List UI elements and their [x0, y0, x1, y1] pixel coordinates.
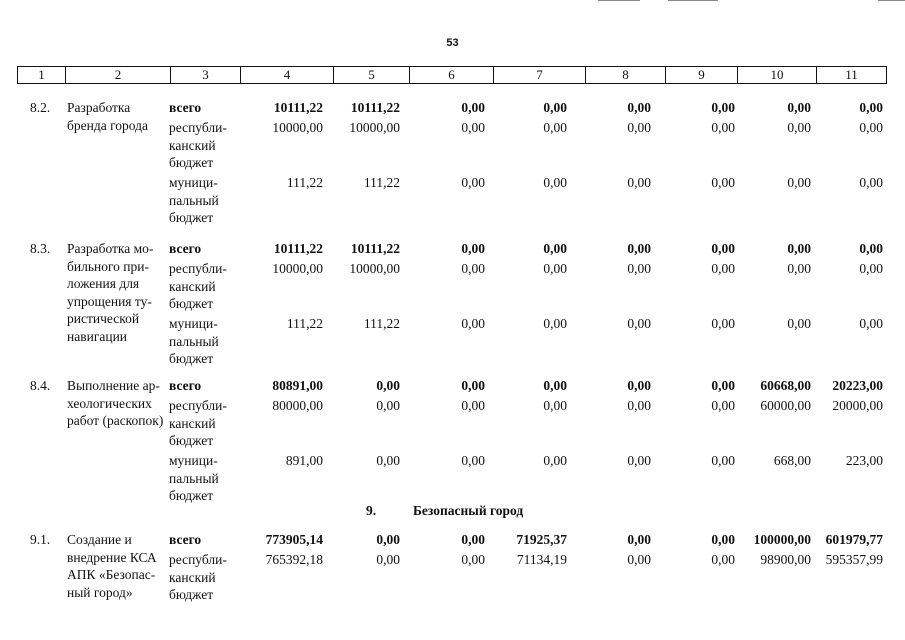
column-header-row [17, 66, 887, 84]
column-header-11: 11 [817, 67, 887, 84]
cell-value: 0,00 [859, 261, 883, 276]
row-name: ристической [67, 311, 140, 326]
cell-value: 0,00 [543, 316, 567, 331]
cell-value: 10000,00 [272, 120, 323, 135]
scan-artifact-line [598, 0, 640, 1]
cell-value: 0,00 [627, 261, 651, 276]
funding-source-label: республи- [169, 552, 227, 567]
cell-value: 60668,00 [760, 378, 811, 393]
funding-source-label: муници- [169, 316, 218, 331]
funding-source-label: республи- [169, 261, 227, 276]
cell-value: 0,00 [711, 378, 735, 393]
cell-value: 80000,00 [272, 398, 323, 413]
cell-value: 0,00 [461, 261, 485, 276]
cell-value: 0,00 [711, 552, 735, 567]
funding-source-label: муници- [169, 453, 218, 468]
cell-value: 601979,77 [825, 532, 883, 547]
column-header-4: 4 [241, 67, 334, 84]
cell-value: 0,00 [711, 316, 735, 331]
funding-source-label: муници- [169, 175, 218, 190]
funding-source-label: всего [169, 241, 202, 256]
cell-value: 0,00 [461, 398, 485, 413]
cell-value: 10111,22 [350, 100, 400, 115]
cell-value: 111,22 [286, 175, 323, 190]
funding-source-label: всего [169, 378, 202, 393]
cell-value: 0,00 [627, 175, 651, 190]
cell-value: 0,00 [859, 120, 883, 135]
cell-value: 765392,18 [265, 552, 323, 567]
cell-value: 0,00 [376, 453, 400, 468]
scan-artifact-line [668, 0, 718, 1]
funding-source-label: канский [169, 415, 216, 431]
page-number: 53 [446, 37, 459, 49]
funding-source-label: бюджет [169, 351, 214, 366]
cell-value: 223,00 [845, 453, 883, 468]
cell-value: 0,00 [461, 552, 485, 567]
funding-source-label: всего [169, 532, 202, 547]
cell-value: 668,00 [773, 453, 811, 468]
row-number: 8.2. [30, 100, 51, 115]
cell-value: 0,00 [543, 261, 567, 276]
cell-value: 0,00 [627, 241, 651, 256]
cell-value: 0,00 [627, 532, 651, 547]
cell-value: 0,00 [711, 241, 735, 256]
cell-value: 0,00 [461, 241, 485, 256]
cell-value: 0,00 [787, 261, 811, 276]
row-number: 9.1. [30, 532, 51, 547]
column-header-6: 6 [410, 67, 494, 84]
cell-value: 100000,00 [753, 532, 811, 547]
funding-source-label: бюджет [169, 587, 214, 602]
row-name: ный город» [67, 584, 133, 600]
cell-value: 0,00 [627, 120, 651, 135]
cell-value: 0,00 [543, 453, 567, 468]
funding-source-label: канский [169, 278, 216, 294]
section-title: Безопасный город [413, 503, 524, 518]
cell-value: 0,00 [859, 316, 883, 331]
cell-value: 0,00 [711, 532, 735, 547]
cell-value: 98900,00 [760, 552, 811, 567]
cell-value: 0,00 [859, 241, 883, 256]
funding-source-label: бюджет [169, 155, 214, 170]
cell-value: 0,00 [376, 532, 400, 547]
row-name: бренда города [67, 117, 148, 133]
cell-value: 0,00 [711, 398, 735, 413]
cell-value: 0,00 [543, 120, 567, 135]
cell-value: 0,00 [461, 532, 485, 547]
column-header-1: 1 [18, 67, 66, 84]
cell-value: 60000,00 [760, 398, 811, 413]
funding-source-label: пальный [169, 333, 219, 349]
column-header-5: 5 [334, 67, 410, 84]
row-name: работ (раскопок) [67, 413, 164, 428]
row-number: 8.3. [30, 241, 51, 256]
row-name: Разработка [67, 100, 131, 115]
cell-value: 0,00 [543, 398, 567, 413]
cell-value: 0,00 [627, 398, 651, 413]
funding-source-label: бюджет [169, 296, 214, 311]
funding-source-label: всего [169, 100, 202, 115]
cell-value: 0,00 [627, 552, 651, 567]
cell-value: 595357,99 [825, 552, 883, 567]
cell-value: 20000,00 [832, 398, 883, 413]
row-name: бильного при- [67, 258, 149, 274]
funding-source-label: пальный [169, 192, 219, 208]
cell-value: 0,00 [711, 261, 735, 276]
cell-value: 0,00 [461, 453, 485, 468]
cell-value: 0,00 [711, 175, 735, 190]
cell-value: 0,00 [376, 552, 400, 567]
cell-value: 773905,14 [265, 532, 323, 547]
cell-value: 10111,22 [350, 241, 400, 256]
cell-value: 10000,00 [349, 120, 400, 135]
column-header-2: 2 [66, 67, 171, 84]
column-header-10: 10 [738, 67, 817, 84]
cell-value: 0,00 [543, 100, 567, 115]
cell-value: 0,00 [859, 175, 883, 190]
cell-value: 0,00 [787, 241, 811, 256]
row-name: Выполнение ар- [67, 378, 160, 393]
cell-value: 0,00 [461, 316, 485, 331]
row-number: 8.4. [30, 378, 51, 393]
row-name: ложения для [67, 276, 140, 291]
cell-value: 0,00 [376, 378, 400, 393]
cell-value: 0,00 [787, 100, 811, 115]
cell-value: 80891,00 [272, 378, 323, 393]
cell-value: 0,00 [543, 175, 567, 190]
cell-value: 71925,37 [516, 532, 567, 547]
cell-value: 10111,22 [273, 100, 323, 115]
cell-value: 0,00 [711, 453, 735, 468]
column-header-8: 8 [586, 67, 666, 84]
cell-value: 10111,22 [273, 241, 323, 256]
cell-value: 0,00 [543, 241, 567, 256]
cell-value: 0,00 [627, 316, 651, 331]
cell-value: 0,00 [787, 175, 811, 190]
funding-source-label: бюджет [169, 488, 214, 503]
row-name: упрощения ту- [67, 293, 152, 309]
cell-value: 0,00 [627, 100, 651, 115]
cell-value: 0,00 [711, 120, 735, 135]
section-number: 9. [366, 503, 377, 518]
cell-value: 71134,19 [516, 552, 567, 567]
funding-source-label: бюджет [169, 210, 214, 225]
cell-value: 891,00 [285, 453, 323, 468]
funding-source-label: пальный [169, 470, 219, 486]
cell-value: 10000,00 [272, 261, 323, 276]
funding-source-label: бюджет [169, 433, 214, 448]
column-header-9: 9 [666, 67, 738, 84]
row-name: Создание и [67, 532, 132, 547]
cell-value: 0,00 [461, 120, 485, 135]
cell-value: 0,00 [787, 316, 811, 331]
funding-source-label: республи- [169, 120, 227, 135]
cell-value: 0,00 [461, 175, 485, 190]
row-name: хеологических [67, 395, 152, 411]
cell-value: 0,00 [376, 398, 400, 413]
row-name: внедрение КСА [67, 549, 157, 565]
column-header-7: 7 [494, 67, 586, 84]
row-name: АПК «Безопас- [67, 567, 156, 582]
cell-value: 0,00 [627, 453, 651, 468]
cell-value: 20223,00 [832, 378, 883, 393]
cell-value: 0,00 [461, 378, 485, 393]
cell-value: 111,22 [286, 316, 323, 331]
row-name: Разработка мо- [67, 241, 154, 256]
section-heading [0, 502, 905, 520]
cell-value: 0,00 [543, 378, 567, 393]
cell-value: 10000,00 [349, 261, 400, 276]
row-name: навигации [67, 328, 128, 344]
funding-source-label: канский [169, 569, 216, 585]
funding-source-label: канский [169, 137, 216, 153]
cell-value: 0,00 [711, 100, 735, 115]
scan-artifact-line [878, 0, 905, 1]
cell-value: 111,22 [363, 316, 400, 331]
cell-value: 111,22 [363, 175, 400, 190]
column-header-3: 3 [171, 67, 241, 84]
funding-source-label: республи- [169, 398, 227, 413]
cell-value: 0,00 [627, 378, 651, 393]
cell-value: 0,00 [461, 100, 485, 115]
cell-value: 0,00 [859, 100, 883, 115]
cell-value: 0,00 [787, 120, 811, 135]
